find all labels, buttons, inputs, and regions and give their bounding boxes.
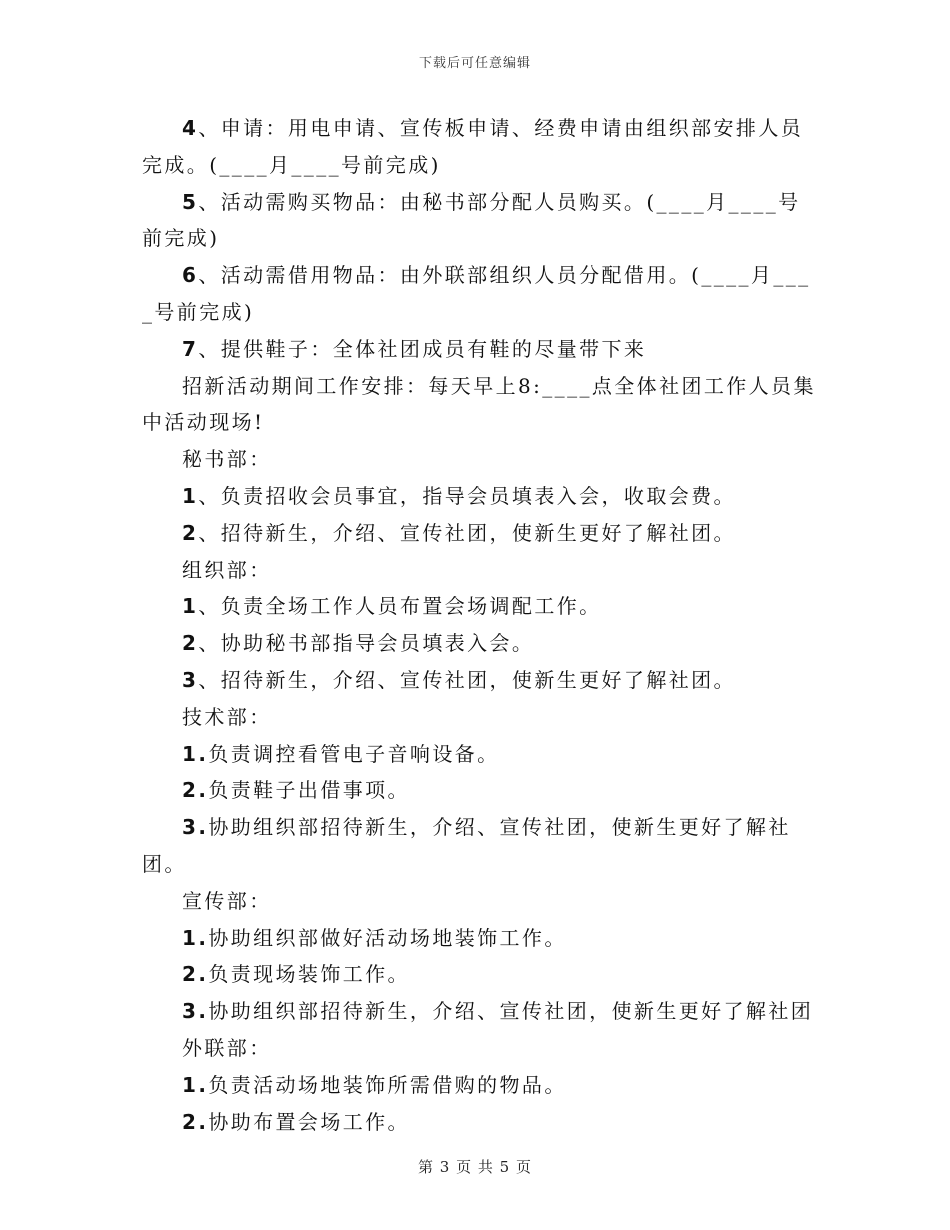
item-number: 3. <box>182 815 209 840</box>
item-number: 2. <box>182 778 209 803</box>
section-heading <box>142 883 822 920</box>
paragraph-text: 组织部： <box>182 557 272 582</box>
paragraph <box>142 920 822 957</box>
item-number: 1. <box>182 925 209 950</box>
paragraph <box>142 110 822 184</box>
paragraph-text: 、招待新生，介绍、宣传社团，使新生更好了解社团。 <box>198 520 736 545</box>
paragraph <box>142 1104 822 1141</box>
item-number: 2 <box>182 631 199 656</box>
item-number: 1. <box>182 1072 209 1097</box>
paragraph-text: 协助布置会场工作。 <box>208 1109 410 1134</box>
paragraph-text: 、负责招收会员事宜，指导会员填表入会，收取会费。 <box>198 483 736 508</box>
item-number: 7 <box>182 336 199 361</box>
paragraph-text: 负责调控看管电子音响设备。 <box>208 741 500 766</box>
section-heading <box>142 1030 822 1067</box>
paragraph-text: 秘书部： <box>182 447 272 472</box>
paragraph-text: 招新活动期间工作安排：每天早上8:____点全体社团工作人员集中活动现场! <box>142 373 816 435</box>
paragraph <box>142 478 822 515</box>
paragraph-text: 负责活动场地装饰所需借购的物品。 <box>208 1072 567 1097</box>
paragraph-text: 技术部： <box>182 704 272 729</box>
item-number: 4 <box>182 116 199 140</box>
item-number: 1 <box>182 483 199 508</box>
paragraph <box>142 772 822 809</box>
paragraph <box>142 956 822 993</box>
section-heading <box>142 699 822 736</box>
paragraph <box>142 625 822 662</box>
paragraph-text: 协助组织部招待新生，介绍、宣传社团，使新生更好了解社团。 <box>142 815 791 876</box>
item-number: 2. <box>182 1109 209 1134</box>
paragraph <box>142 331 822 368</box>
paragraph <box>142 184 822 258</box>
page-footer: 第 3 页 共 5 页 <box>418 1158 532 1176</box>
paragraph-text: 协助组织部做好活动场地装饰工作。 <box>208 925 567 950</box>
paragraph-text: 、负责全场工作人员布置会场调配工作。 <box>198 594 602 619</box>
paragraph <box>142 515 822 552</box>
paragraph-text: 负责现场装饰工作。 <box>208 962 410 987</box>
paragraph <box>142 368 822 442</box>
item-number: 2. <box>182 962 209 987</box>
paragraph-text: 外联部： <box>182 1035 272 1060</box>
item-number: 6 <box>182 263 199 288</box>
paragraph <box>142 809 822 883</box>
paragraph <box>142 257 822 331</box>
paragraph-text: 、协助秘书部指导会员填表入会。 <box>198 631 535 656</box>
paragraph-text: 、活动需借用物品：由外联部组织人员分配借用。(____月____号前完成) <box>142 263 811 324</box>
section-heading <box>142 441 822 478</box>
paragraph <box>142 1067 822 1104</box>
item-number: 3 <box>182 667 199 692</box>
paragraph-text: 协助组织部招待新生，介绍、宣传社团，使新生更好了解社团 <box>208 999 814 1024</box>
item-number: 1. <box>182 741 209 766</box>
paragraph-text: 、申请：用电申请、宣传板申请、经费申请由组织部安排人员完成。(____月____号前完成) <box>142 116 804 177</box>
document-body <box>142 110 822 1140</box>
paragraph-text: 、招待新生，介绍、宣传社团，使新生更好了解社团。 <box>198 667 736 692</box>
paragraph-text: 、提供鞋子：全体社团成员有鞋的尽量带下来 <box>198 336 647 361</box>
item-number: 1 <box>182 594 199 619</box>
paragraph-text: 宣传部： <box>182 888 272 913</box>
section-heading <box>142 552 822 589</box>
paragraph-text: 负责鞋子出借事项。 <box>208 778 410 803</box>
paragraph <box>142 736 822 773</box>
item-number: 5 <box>182 189 199 214</box>
item-number: 2 <box>182 520 199 545</box>
paragraph <box>142 993 822 1030</box>
item-number: 3. <box>182 999 209 1024</box>
paragraph-text: 、活动需购买物品：由秘书部分配人员购买。(____月____号前完成) <box>142 189 801 251</box>
paragraph <box>142 662 822 699</box>
page-header: 下载后可任意编辑 <box>418 56 531 71</box>
paragraph <box>142 588 822 625</box>
